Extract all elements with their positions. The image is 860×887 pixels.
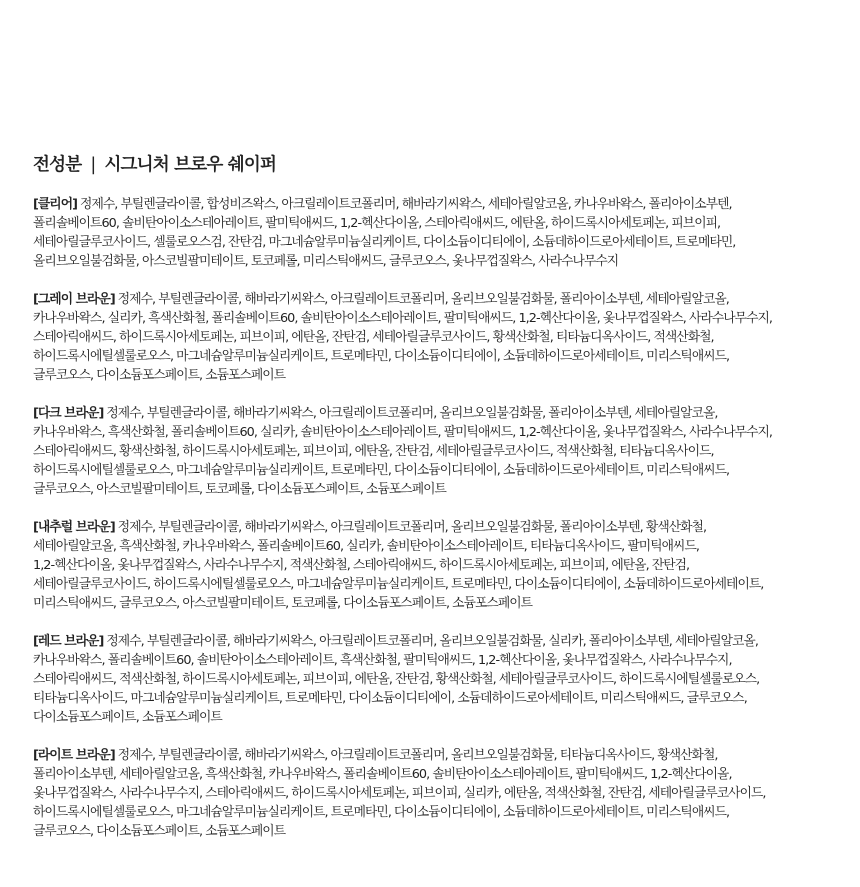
- ingredient-section-light-brown: [33, 746, 833, 841]
- variant-label: [다크 브라운]: [33, 406, 104, 421]
- ingredient-line: 폴리솔베이트60, 솔비탄아이소스테아레이트, 팔미틱애씨드, 1,2-헥산다이올, 스테아릭애씨드, 에탄올, 하이드록시아세토페논, 피브이피,: [33, 216, 721, 231]
- ingredient-line: 올리브오일불검화물, 아스코빌팔미테이트, 토코페롤, 미리스틱애씨드, 글루코오스, 옻나무껍질왁스, 사라수나무수지: [33, 254, 619, 269]
- page-title: [33, 153, 833, 177]
- ingredient-text: 정제수, 부틸렌글라이콜, 해바라기씨왁스, 아크릴레이트코폴리머, 올리브오일불검화물, 폴리아이소부텐, 세테아릴알코올,: [106, 406, 718, 421]
- ingredient-line: [33, 404, 833, 423]
- title-product-name: 시그니처 브로우 쉐이퍼: [104, 155, 277, 175]
- variant-label: [레드 브라운]: [33, 634, 104, 649]
- ingredient-line: [33, 632, 833, 651]
- ingredient-line: 스테아릭애씨드, 하이드록시아세토페논, 피브이피, 에탄올, 잔탄검, 세테아릴글루코사이드, 황색산화철, 티타늄디옥사이드, 적색산화철,: [33, 330, 714, 345]
- ingredient-line: 하이드록시에틸셀룰로오스, 마그네슘알루미늄실리케이트, 트로메타민, 다이소듐이디티에이, 소듐데하이드로아세테이트, 미리스틱애씨드,: [33, 805, 730, 820]
- ingredient-line: 카나우바왁스, 실리카, 흑색산화철, 폴리솔베이트60, 솔비탄아이소스테아레이트, 팔미틱애씨드, 1,2-헥산다이올, 옻나무껍질왁스, 사라수나무수지,: [33, 311, 773, 326]
- ingredient-line: 세테아릴글루코사이드, 하이드록시에틸셀룰로오스, 마그네슘알루미늄실리케이트, 트로메타민, 다이소듐이디티에이, 소듐데하이드로아세테이트,: [33, 577, 764, 592]
- variant-label: [그레이 브라운]: [33, 292, 115, 307]
- ingredient-line: [33, 518, 833, 537]
- ingredient-line: 옻나무껍질왁스, 사라수나무수지, 스테아릭애씨드, 하이드록시아세토페논, 피브이피, 실리카, 에탄올, 적색산화철, 잔탄검, 세테아릴글루코사이드,: [33, 786, 766, 801]
- ingredient-text: 정제수, 부틸렌글라이콜, 해바라기씨왁스, 아크릴레이트코폴리머, 올리브오일불검화물, 폴리아이소부텐, 세테아릴알코올,: [117, 292, 729, 307]
- ingredient-line: [33, 195, 833, 214]
- ingredient-line: 폴리아이소부텐, 세테아릴알코올, 흑색산화철, 카나우바왁스, 폴리솔베이트60, 솔비탄아이소스테아레이트, 팔미틱애씨드, 1,2-헥산다이올,: [33, 767, 732, 782]
- ingredient-line: 카나우바왁스, 흑색산화철, 폴리솔베이트60, 실리카, 솔비탄아이소스테아레이트, 팔미틱애씨드, 1,2-헥산다이올, 옻나무껍질왁스, 사라수나무수지,: [33, 425, 773, 440]
- ingredient-line: [33, 746, 833, 765]
- title-separator: |: [90, 155, 96, 175]
- variant-label: [클리어]: [33, 197, 78, 212]
- ingredient-text: 정제수, 부틸렌글라이콜, 합성비즈왁스, 아크릴레이트코폴리머, 해바라기씨왁스, 세테아릴알코올, 카나우바왁스, 폴리아이소부텐,: [80, 197, 732, 212]
- ingredient-line: 스테아릭애씨드, 황색산화철, 하이드록시아세토페논, 피브이피, 에탄올, 잔탄검, 세테아릴글루코사이드, 적색산화철, 티타늄디옥사이드,: [33, 444, 714, 459]
- ingredient-line: [33, 290, 833, 309]
- variant-label: [라이트 브라운]: [33, 748, 115, 763]
- ingredient-line: 하이드록시에틸셀룰로오스, 마그네슘알루미늄실리케이트, 트로메타민, 다이소듐이디티에이, 소듐데하이드로아세테이트, 미리스틱애씨드,: [33, 349, 730, 364]
- ingredient-line: 글루코오스, 다이소듐포스페이트, 소듐포스페이트: [33, 368, 286, 383]
- title-heading: 전성분: [33, 155, 82, 175]
- ingredient-text: 정제수, 부틸렌글라이콜, 해바라기씨왁스, 아크릴레이트코폴리머, 올리브오일불검화물, 티타늄디옥사이드, 황색산화철,: [117, 748, 718, 763]
- ingredient-line: 스테아릭애씨드, 적색산화철, 하이드록시아세토페논, 피브이피, 에탄올, 잔탄검, 황색산화철, 세테아릴글루코사이드, 하이드록시에틸셀룰로오스,: [33, 672, 760, 687]
- ingredient-section-natural-brown: [33, 518, 833, 613]
- ingredient-text: 정제수, 부틸렌글라이콜, 해바라기씨왁스, 아크릴레이트코폴리머, 올리브오일불검화물, 폴리아이소부텐, 황색산화철,: [117, 520, 707, 535]
- ingredient-section-red-brown: [33, 632, 833, 727]
- ingredient-line: 미리스틱애씨드, 글루코오스, 아스코빌팔미테이트, 토코페롤, 다이소듐포스페이트, 소듐포스페이트: [33, 596, 533, 611]
- ingredient-text: 정제수, 부틸렌글라이콜, 해바라기씨왁스, 아크릴레이트코폴리머, 올리브오일불검화물, 실리카, 폴리아이소부텐, 세테아릴알코올,: [106, 634, 758, 649]
- ingredient-section-gray-brown: [33, 290, 833, 385]
- ingredient-line: 다이소듐포스페이트, 소듐포스페이트: [33, 710, 222, 725]
- ingredient-line: 티타늄디옥사이드, 마그네슘알루미늄실리케이트, 트로메타민, 다이소듐이디티에이, 소듐데하이드로아세테이트, 미리스틱애씨드, 글루코오스,: [33, 691, 747, 706]
- ingredient-line: 글루코오스, 다이소듐포스페이트, 소듐포스페이트: [33, 824, 286, 839]
- ingredient-line: 카나우바왁스, 폴리솔베이트60, 솔비탄아이소스테아레이트, 흑색산화철, 팔미틱애씨드, 1,2-헥산다이올, 옻나무껍질왁스, 사라수나무수지,: [33, 653, 732, 668]
- variant-label: [내추럴 브라운]: [33, 520, 115, 535]
- ingredient-line: 글루코오스, 아스코빌팔미테이트, 토코페롤, 다이소듐포스페이트, 소듐포스페이트: [33, 482, 446, 497]
- ingredients-document: [33, 153, 833, 860]
- ingredient-line: 하이드록시에틸셀룰로오스, 마그네슘알루미늄실리케이트, 트로메타민, 다이소듐이디티에이, 소듐데하이드로아세테이트, 미리스틱애씨드,: [33, 463, 730, 478]
- ingredient-line: 세테아릴알코올, 흑색산화철, 카나우바왁스, 폴리솔베이트60, 실리카, 솔비탄아이소스테아레이트, 티타늄디옥사이드, 팔미틱애씨드,: [33, 539, 699, 554]
- ingredient-line: 세테아릴글루코사이드, 셀룰로오스검, 잔탄검, 마그네슘알루미늄실리케이트, 다이소듐이디티에이, 소듐데하이드로아세테이트, 트로메타민,: [33, 235, 736, 250]
- ingredient-section-dark-brown: [33, 404, 833, 499]
- ingredient-section-clear: [33, 195, 833, 271]
- ingredient-line: 1,2-헥산다이올, 옻나무껍질왁스, 사라수나무수지, 적색산화철, 스테아릭애씨드, 하이드록시아세토페논, 피브이피, 에탄올, 잔탄검,: [33, 558, 690, 573]
